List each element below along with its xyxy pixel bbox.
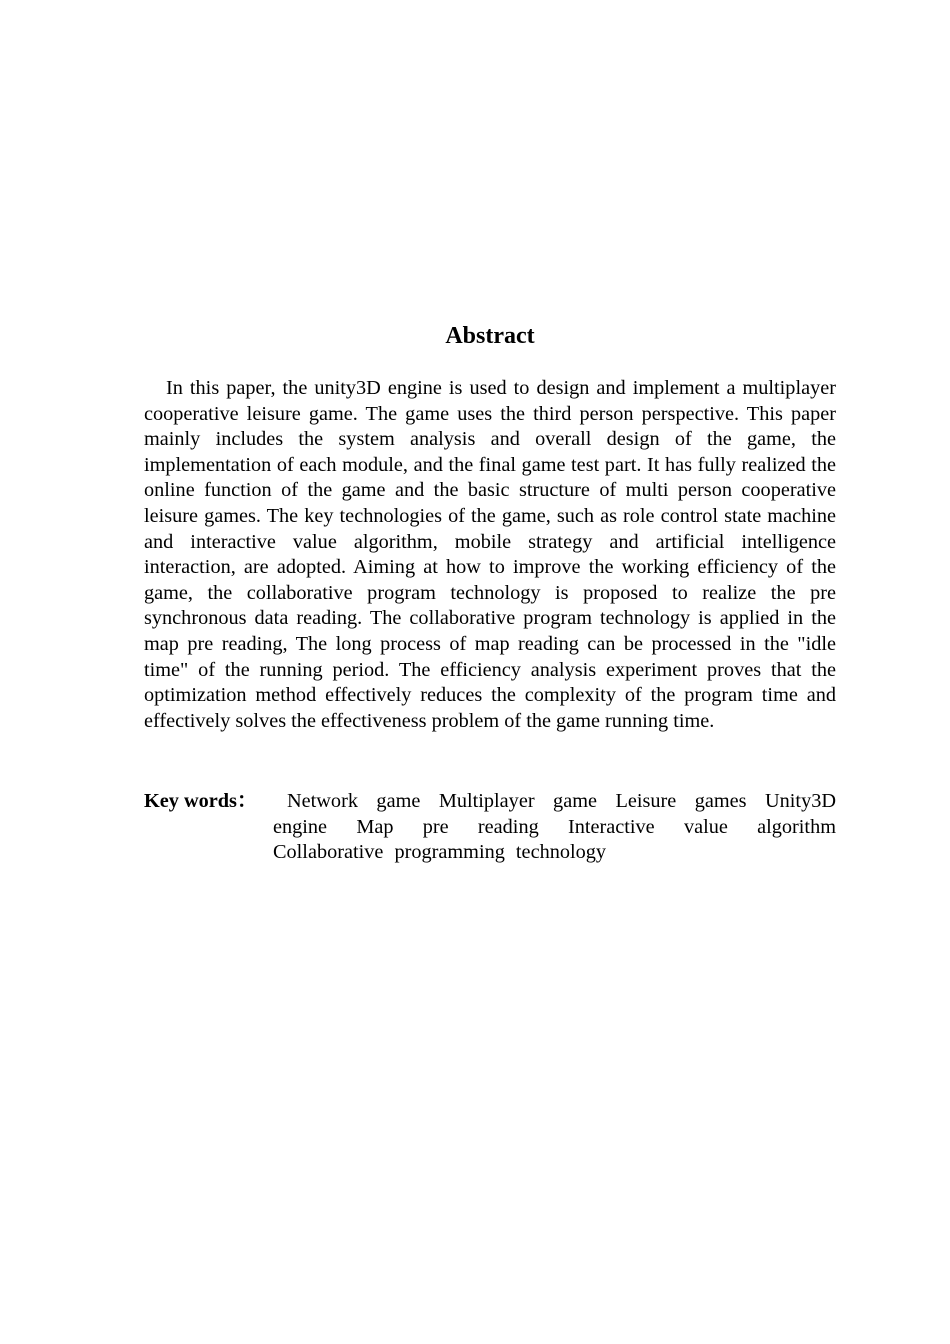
keywords-text: Network game Multiplayer game Leisure games Unity3D engine Map pre reading Interactive value algorithm Collaborative programming technology <box>273 790 836 864</box>
abstract-body: In this paper, the unity3D engine is used to design and implement a multiplayer cooperative leisure game. The game uses the third person perspective. This paper mainly includes the system analysis and overall design of the game, the implementation of each module, and the final game test part. It has fully realized the online function of the game and the basic structure of multi person cooperative leisure games. The key technologies of the game, such as role control state machine and interactive value algorithm, mobile strategy and artificial intelligence interaction, are adopted. Aiming at how to improve the working efficiency of the game, the collaborative program technology is proposed to realize the pre synchronous data reading. The collaborative program technology is applied in the map pre reading, The long process of map reading can be processed in the "idle time" of the running period. The efficiency analysis experiment proves that the optimization method effectively reduces the complexity of the program time and effectively solves the effectiveness problem of the game running time. <box>144 377 836 732</box>
keywords-label: Key words： <box>144 790 258 812</box>
abstract-title: Abstract <box>445 323 535 349</box>
